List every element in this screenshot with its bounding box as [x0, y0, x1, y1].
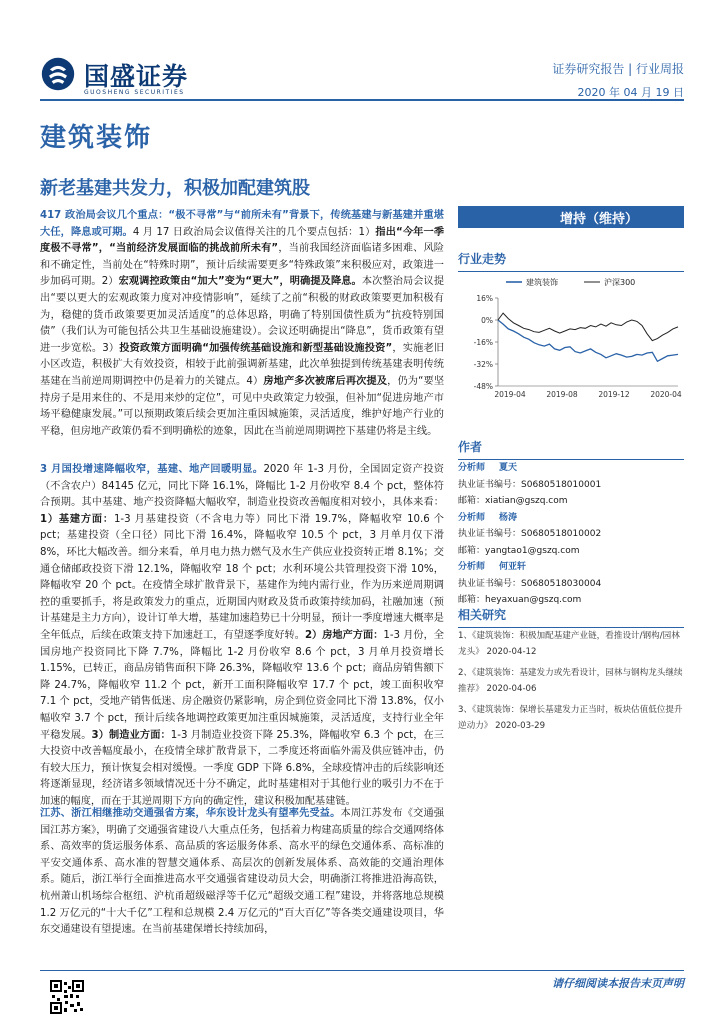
related-title: 3、《建筑装饰：保增长基建发力正当时，板块估值低位提升逆动力》	[458, 705, 683, 731]
y-tick-label: 0%	[481, 316, 493, 325]
related-research-item[interactable]	[458, 628, 684, 660]
header-divider	[40, 99, 684, 101]
author-name: 夏天	[499, 463, 518, 473]
related-date: 2020-04-12	[486, 647, 537, 657]
summary-paragraph-2	[40, 462, 444, 824]
cert-label: 执业证书编号：	[458, 529, 522, 539]
paragraph-text: 2020 年 1-3 月份，全国固定资产投资（不含农户）84145 亿元，同比下降 16.1%，降幅比 1-2 月份收窄 8.4 个 pct，整体符合预期。其中基建、地产投资降幅大幅收窄，制造业投资改善幅度相对较小，具体来看：	[40, 464, 444, 509]
industry-title: 建筑装饰	[40, 123, 153, 153]
paragraph-emphasis: 宏观调控政策由“加大”变为“更大”，明确提及降息。	[118, 276, 362, 288]
paragraph-text: 1-3 月制造业投资下降 25.3%，降幅收窄 6.3 个 pct，在三大投资中改善幅度最小，在疫情全球扩散背景下，二季度还将面临外需及供应链冲击，仍有较大压力，预计恢复会相对缓慢。一季度 GDP 下降 6.8%，全球疫情冲击的后续影响还将逐渐显现，经济诸多领域情况还十分不确定，此时基建相对于其他行业的吸引力不在于加速的幅度，而在于其逆周期下方向的确定性，建议积极加配基建链。	[40, 729, 444, 807]
author-role: 分析师	[458, 562, 486, 572]
x-tick-label: 2019-12	[598, 390, 630, 399]
rating-banner: 增持（维持）	[458, 206, 684, 228]
y-tick-label: -32%	[473, 360, 493, 369]
legend-label: 沪深300	[604, 278, 636, 287]
paragraph-emphasis: 2）房地产方面：	[304, 629, 384, 641]
author-email-link[interactable]: xiatian@gszq.com	[485, 496, 568, 506]
paragraph-text: 本周江苏发布《交通强国江苏方案》，明确了交通强省建设八大重点任务，包括着力构建高质量的综合交通网络体系、高效率的货运服务体系、高品质的客运服务体系、高水平的绿色交通体系、高标准的平安交通体系、高水准的智慧交通体系、高层次的创新发展体系、高效能的交通治理体系。随后，浙江举行全面推进高水平交通强省建设动员大会，明确浙江将推进沿海高铁，杭州萧山机场综合枢纽、沪杭甬超级磁浮等千亿元“超级交通工程”建设，并将落地总规模 1.2 万亿元的“十大千亿”工程和总规模 2.4 万亿元的“百大百亿”等各类交通建设项目，华东交通建设有望提速。在当前基建保增长持续加码，	[40, 808, 445, 936]
paragraph-text: ，实施老旧小区改造，积极扩大有效投资，相较于此前强调新基建，此次单独提到传统基建表明传统基建在当前逆周期调控中仍是着力的关键点。4）	[40, 342, 445, 387]
logo-company-name: 国盛证券	[84, 62, 189, 91]
cert-number: S0680518010002	[521, 529, 602, 539]
paragraph-emphasis: 3）制造业方面：	[91, 729, 171, 741]
author-role: 分析师	[458, 463, 486, 473]
summary-paragraph-1	[40, 208, 444, 454]
footer-divider	[40, 970, 684, 971]
author-entry	[458, 559, 684, 609]
x-tick-label: 2020-04	[650, 390, 682, 399]
cert-number: S0680518010001	[521, 479, 602, 490]
y-tick-label: -16%	[473, 338, 493, 347]
paragraph-lead: 江苏、浙江相继推动交通强省方案，华东设计龙头有望率先受益。	[40, 808, 341, 819]
paragraph-text: 本次整治局会议提出“要以更大的宏观政策力度对冲疫情影响”，延续了之前“积极的财政政策要更加积极有为，稳健的货币政策要更加灵活适度”的总体思路，明确了特别国债性质为“抗疫特别国债”（我们认为可能包括公共卫生基础设施建设）。会议还明确提出“降息”，货币政策有望进一步宽松。3）	[40, 276, 445, 354]
related-title: 2、《建筑装饰：基建发力或先看设计，园林与钢构龙头继续推荐》	[458, 668, 683, 694]
related-research-item[interactable]	[458, 665, 684, 697]
author-section-title: 作者	[458, 438, 684, 460]
related-research-list	[458, 628, 684, 739]
industry-trend-chart	[458, 270, 684, 410]
related-date: 2020-03-29	[495, 721, 546, 731]
email-label: 邮箱：	[458, 545, 486, 556]
trend-chart-svg	[458, 270, 684, 410]
paragraph-emphasis: 指出“今年一季度极不寻常”，“当前经济发展面临的挑战前所未有”	[40, 226, 445, 255]
paragraph-lead: 3 月国投增速降幅收窄，基建、地产回暖明显。	[40, 464, 264, 475]
report-headline: 新老基建共发力，积极加配建筑股	[40, 178, 310, 199]
paragraph-emphasis: 1）基建方面：	[40, 513, 114, 525]
paragraph-text: 1-3 月份，全国房地产投资同比下降 7.7%，降幅比 1-2 月份收窄 8.6 个 pct，3 月单月投资增长 1.15%，已转正，商品房销售面积下降 26.3%，降幅收窄 13.6 个 pct；商品房销售额下降 24.7%，降幅收窄 11.2 个 pct，新开工面积降幅收窄 17.7 个 pct，竣工面积收窄 7.1 个 pct，受地产销售低迷、房企融资仍紧影响，房企到位资金同比下滑 13.8%，仅小幅收窄 3.7 个 pct，预计后续各地调控政策更加注重因城施策，灵活适度，支持行业全年平稳发展。	[40, 629, 444, 741]
author-entry	[458, 510, 684, 560]
x-tick-label: 2019-08	[546, 390, 578, 399]
cert-label: 执业证书编号：	[458, 479, 522, 490]
report-type: 证券研究报告 | 行业周报	[552, 62, 684, 76]
email-label: 邮箱：	[458, 595, 486, 605]
email-label: 邮箱：	[458, 496, 486, 506]
guosheng-logo-icon	[40, 56, 76, 92]
author-role: 分析师	[458, 512, 486, 523]
series-line-industry	[498, 320, 678, 361]
paragraph-text: 1-3 月基建投资（不含电力等）同比下滑 19.7%，降幅收窄 10.6 个 pct；基建投资（全口径）同比下滑 16.4%，降幅收窄 10.5 个 pct，3 月单月仅下滑 8%，环比大幅改善。细分来看，单月电力热力燃气及水生产供应业投资转正增 8.1%；交通仓储邮政投资下滑 12.1%，降幅收窄 18 个 pct；水利环境公共管理投资下滑 10%，降幅收窄 20 个 pct。在疫情全球扩散背景下，基建作为纯内需行业，作为历来逆周期调控的重要抓手，将是政策发力的重点，近期国内财政及货币政策持续加码，社融加速（预计基建是主力方向），设计订单大增，基建加速趋势已十分明显，预计一季度增速大概率是全年低点，后续在政策支持下加速赶工，有望逐季度好转。	[40, 513, 444, 641]
trend-section-title: 行业走势	[458, 250, 684, 272]
related-title: 1、《建筑装饰：积极加配基建产业链，看推设计/钢构/园林龙头》	[458, 631, 680, 657]
footer-disclaimer-note: 请仔细阅读本报告末页声明	[552, 977, 684, 990]
cert-label: 执业证书编号：	[458, 578, 522, 589]
related-research-item[interactable]	[458, 702, 684, 734]
cert-number: S0680518030004	[521, 578, 602, 589]
paragraph-lead: 417 政治局会议几个重点：“极不寻常”与“前所未有”背景下，传统基建与新基建并重堪大任，降息或可期。	[40, 210, 444, 238]
y-tick-label: -48%	[473, 382, 493, 391]
author-list	[458, 460, 684, 609]
series-line-index	[498, 313, 678, 341]
author-name: 杨涛	[499, 512, 518, 523]
report-date: 2020 年 04 月 19 日	[577, 86, 684, 99]
related-section-title: 相关研究	[458, 606, 684, 628]
qr-code-icon	[50, 980, 84, 1014]
company-logo	[40, 52, 200, 102]
paragraph-text: ，仍为“要坚持房子是用来住的、不是用来炒的定位”，可见中央政策定力较强，但补加“促进房地产市场平稳健康发展。”可以预期政策后续会更加注重因城施策，灵活适度，维护好地产行业的平稳，但房地产政策仍看不到明确松的迹象，因此在当前逆周期调控下基建仍将是主线。	[40, 375, 445, 437]
paragraph-emphasis: 房地产多次被席后再次提及	[263, 375, 388, 387]
paragraph-text: 4 月 17 日政治局会议值得关注的几个要点包括：1）	[132, 226, 376, 238]
paragraph-emphasis: 投资政策方面明确“加强传统基础设施和新型基础设施投资”	[119, 342, 393, 354]
legend-label: 建筑装饰	[526, 278, 558, 287]
author-entry	[458, 460, 684, 510]
author-email-link[interactable]: yangtao1@gszq.com	[485, 545, 580, 556]
paragraph-text: ，当前我国经济面临诸多困难、风险和不确定性，当前处在“特殊时期”，预计后续需要更多“特殊政策”来积极应对，政策进一步加码可期。2）	[40, 243, 444, 288]
logo-company-name-en: GUOSHENG SECURITIES	[84, 89, 185, 96]
author-name: 何亚轩	[499, 562, 527, 572]
related-date: 2020-04-06	[486, 684, 537, 694]
y-tick-label: 16%	[476, 294, 493, 303]
summary-paragraph-3	[40, 806, 444, 953]
author-email-link[interactable]: heyaxuan@gszq.com	[485, 595, 582, 605]
x-tick-label: 2019-04	[494, 390, 526, 399]
